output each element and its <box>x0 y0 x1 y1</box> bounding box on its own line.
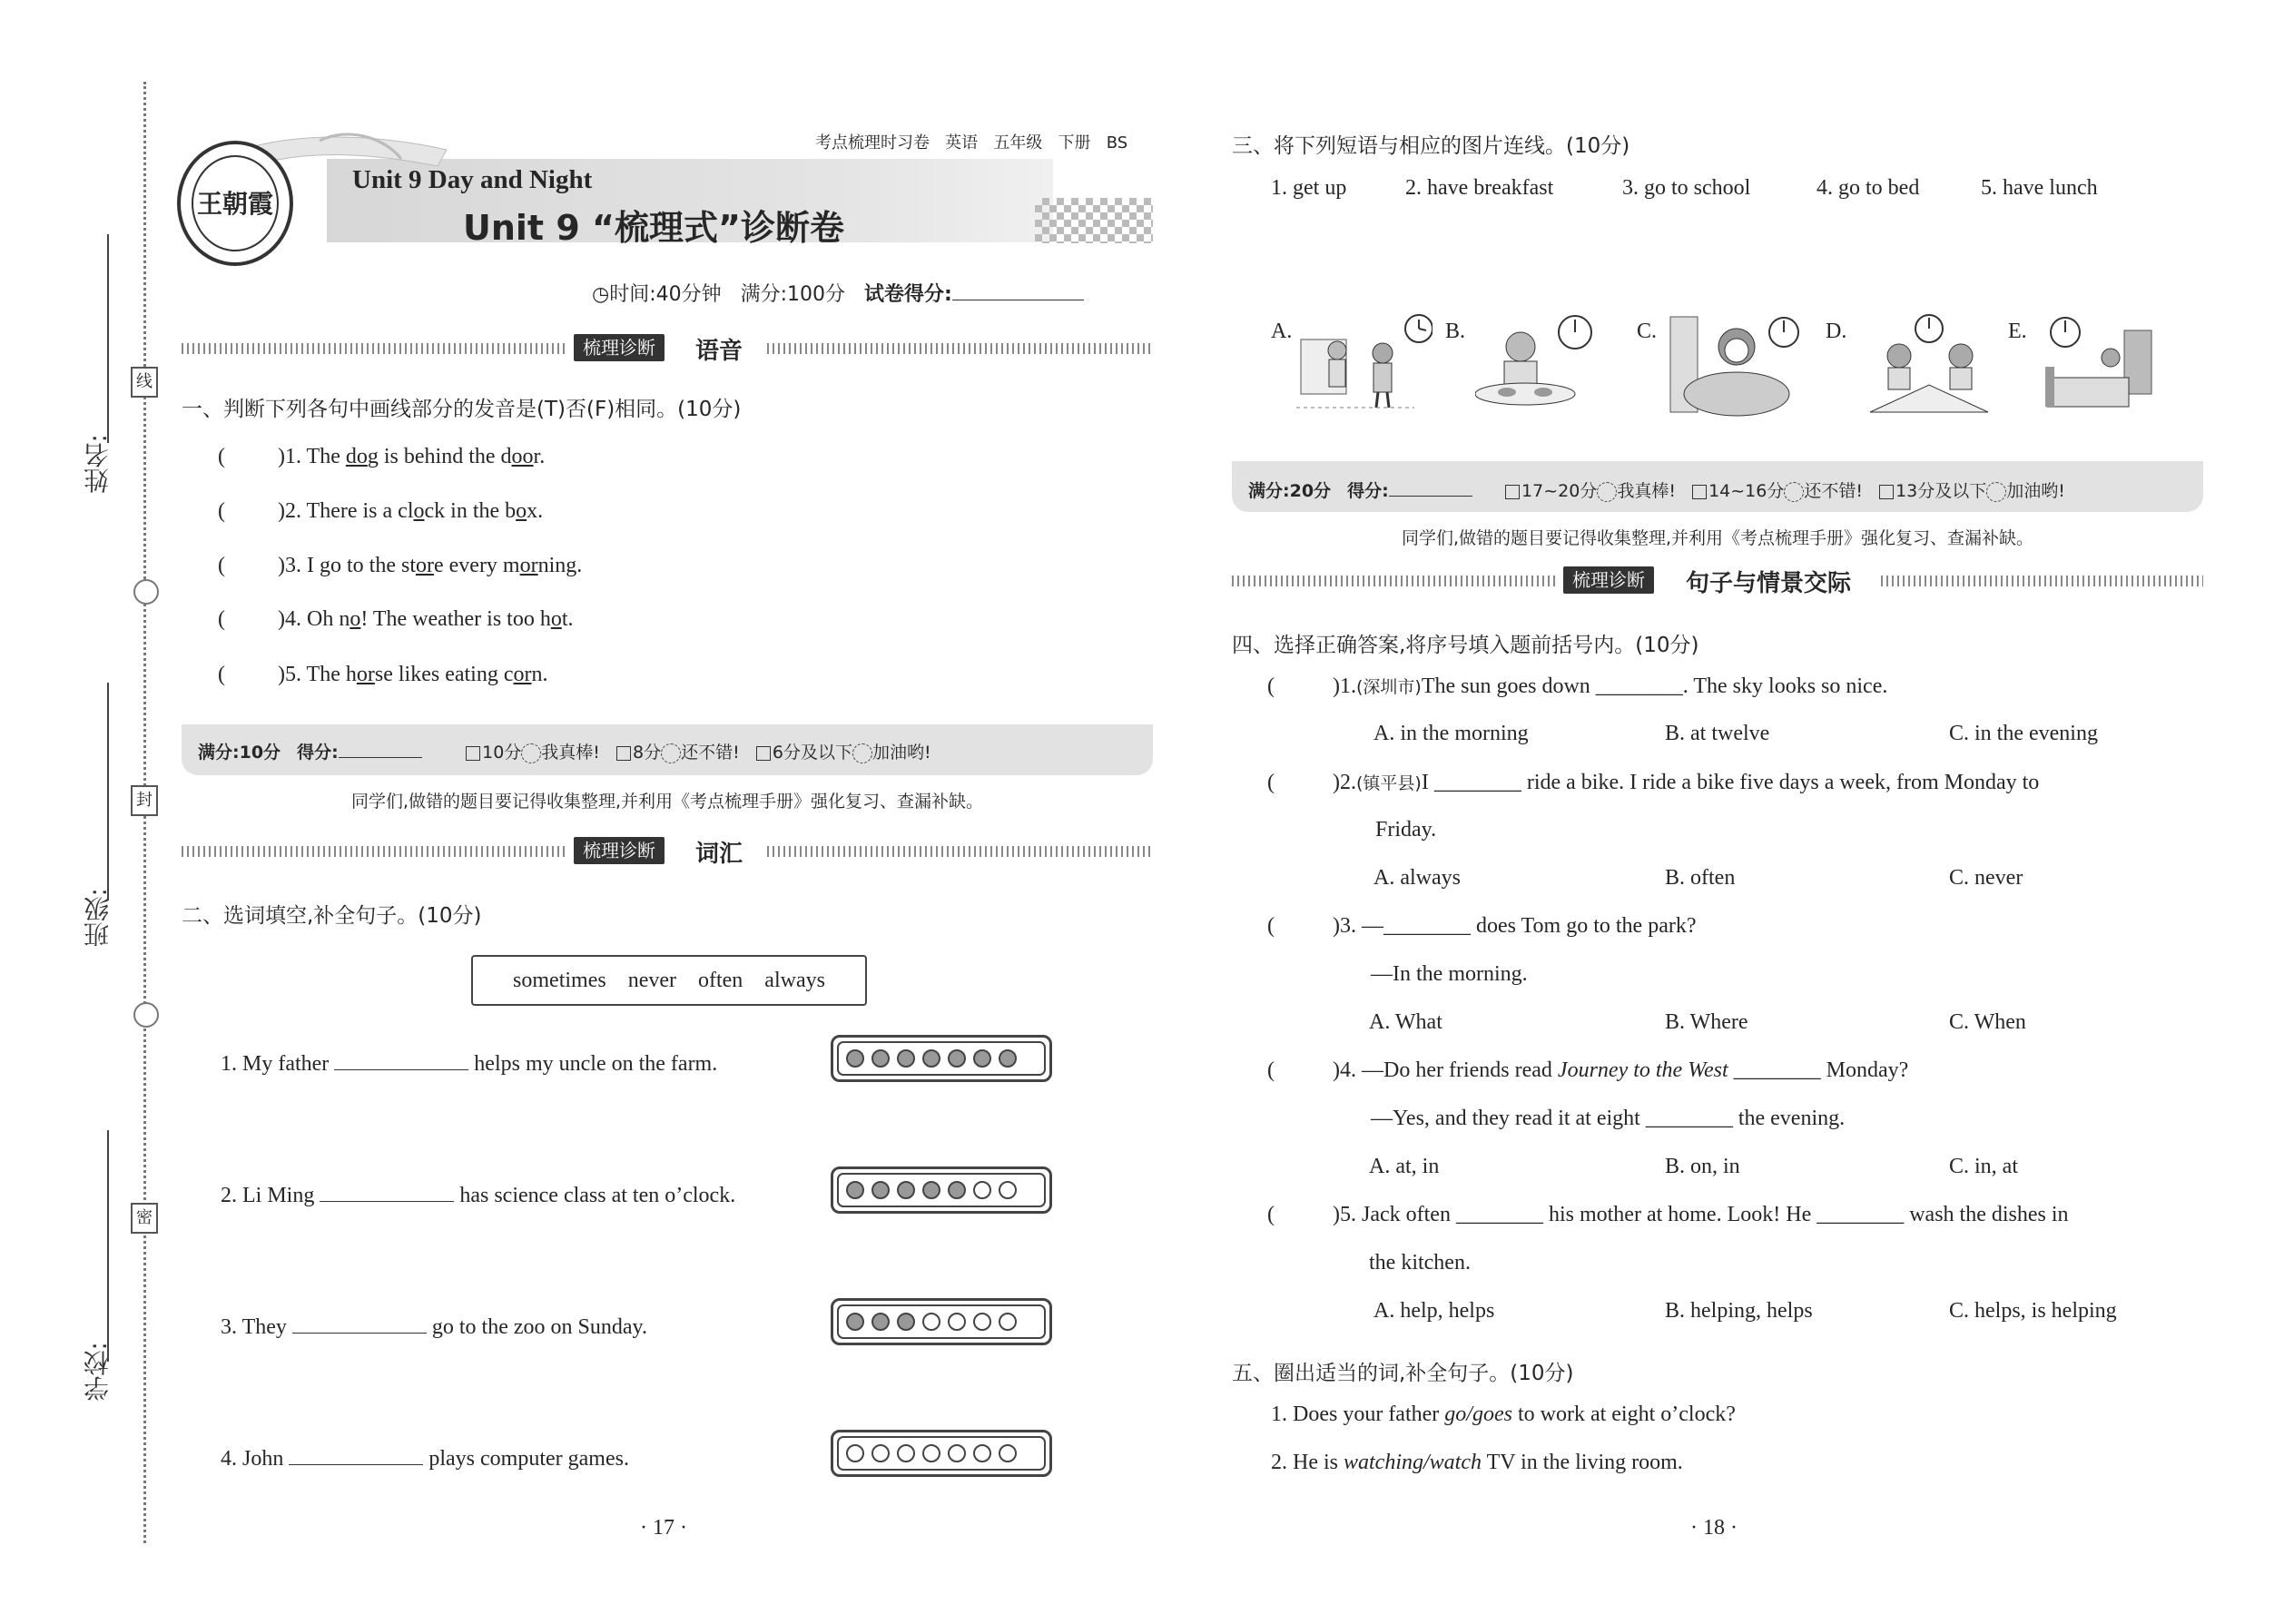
picture-go-to-bed-icon[interactable] <box>2038 312 2156 417</box>
binding-mark-mi: 密 <box>131 1203 158 1234</box>
fill-blank[interactable] <box>292 1314 427 1334</box>
phrase-3: 3. go to school <box>1622 176 1751 200</box>
question-2-heading: 二、选词填空,补全句子。(10分) <box>182 904 482 928</box>
mcq-4-cont: —Yes, and they read it at eight ________ the evening. <box>1371 1107 1846 1130</box>
name-label: 姓名: <box>83 434 113 494</box>
bead-empty-icon <box>922 1313 940 1331</box>
bead-empty-icon <box>922 1444 940 1462</box>
bead-empty-icon <box>999 1181 1017 1199</box>
mcq-4-option-a[interactable]: A. at, in <box>1369 1155 1440 1178</box>
bead-filled-icon <box>948 1181 966 1199</box>
mcq-3-option-a[interactable]: A. What <box>1369 1010 1442 1034</box>
bead-filled-icon <box>846 1181 864 1199</box>
phonetics-item-5: ( )5. The horse likes eating corn. <box>218 663 548 686</box>
logo-seal <box>177 141 293 266</box>
mcq-5-cont: the kitchen. <box>1369 1251 1471 1275</box>
vocab-item-1: 1. My father helps my uncle on the farm. <box>221 1052 718 1076</box>
smiley-icon <box>661 743 681 763</box>
bead-filled-icon <box>846 1313 864 1331</box>
mcq-3-option-c[interactable]: C. When <box>1949 1010 2026 1034</box>
phrase-1: 1. get up <box>1271 176 1347 200</box>
frequency-beads-icon <box>831 1298 1052 1345</box>
smiley-icon <box>1986 482 2006 502</box>
bead-empty-icon <box>999 1313 1017 1331</box>
picture-go-to-school-icon[interactable] <box>1296 312 1433 412</box>
mcq-3-cont: —In the morning. <box>1371 962 1528 986</box>
bead-filled-icon <box>922 1049 940 1068</box>
frequency-beads-icon <box>831 1166 1052 1214</box>
mcq-2-cont: Friday. <box>1375 818 1437 842</box>
score-blank[interactable] <box>1389 477 1472 497</box>
header-meta <box>815 130 1127 153</box>
paper-score-label: 试卷得分: <box>864 283 952 306</box>
bead-filled-icon <box>846 1049 864 1068</box>
picture-get-up-icon[interactable] <box>1666 312 1802 419</box>
checkbox[interactable] <box>1692 485 1707 499</box>
circle-item-1: 1. Does your father go/goes to work at eight o’clock? <box>1271 1403 1736 1426</box>
score-blank[interactable] <box>339 739 422 758</box>
clock-icon: ◷ <box>592 283 610 306</box>
subject: 英语 <box>945 133 979 153</box>
bead-empty-icon <box>973 1181 991 1199</box>
mcq-2: ( )2.(镇平县)I ________ ride a bike. I ride a bike five days a week, from Monday to <box>1267 771 2040 794</box>
bead-filled-icon <box>922 1181 940 1199</box>
binding-mark-xian: 线 <box>131 367 158 398</box>
checkbox[interactable] <box>756 746 771 761</box>
word-choice[interactable]: watching/watch <box>1344 1451 1482 1474</box>
fill-blank[interactable] <box>334 1051 468 1070</box>
phonetics-item-1: ( )1. The dog is behind the door. <box>218 445 546 468</box>
question-1-heading: 一、判断下列各句中画线部分的发音是(T)否(F)相同。(10分) <box>182 398 742 421</box>
vocab-item-3: 3. They go to the zoo on Sunday. <box>221 1315 647 1339</box>
review-note-3: 同学们,做错的题目要记得收集整理,并利用《考点梳理手册》强化复习、查漏补缺。 <box>1401 528 2034 548</box>
bead-empty-icon <box>948 1444 966 1462</box>
class-label: 班级: <box>83 888 113 948</box>
phrase-2: 2. have breakfast <box>1405 176 1554 200</box>
full-score-text: 满分:100分 <box>740 283 846 306</box>
bead-filled-icon <box>897 1181 915 1199</box>
vocab-item-4: 4. John plays computer games. <box>221 1447 629 1471</box>
divider-phonetics <box>182 332 1153 365</box>
picture-have-breakfast-icon[interactable] <box>1475 312 1602 412</box>
checkbox[interactable] <box>1505 485 1520 499</box>
circle-item-2: 2. He is watching/watch TV in the living room. <box>1271 1451 1683 1474</box>
checkbox[interactable] <box>466 746 480 761</box>
mcq-2-option-c[interactable]: C. never <box>1949 866 2023 890</box>
edition: BS <box>1106 133 1128 153</box>
phrase-5: 5. have lunch <box>1981 176 2098 200</box>
mcq-1-option-c[interactable]: C. in the evening <box>1949 722 2098 745</box>
mcq-4-option-c[interactable]: C. in, at <box>1949 1155 2018 1178</box>
bead-filled-icon <box>871 1049 890 1068</box>
mcq-5-option-a[interactable]: A. help, helps <box>1373 1299 1495 1323</box>
section-tag: 梳理诊断 <box>574 837 665 864</box>
logo-text: 王朝霞 <box>196 189 273 219</box>
phonetics-item-2: ( )2. There is a clock in the box. <box>218 499 544 523</box>
series-name: 考点梳理时习卷 <box>815 133 930 153</box>
bead-filled-icon <box>897 1313 915 1331</box>
picture-have-lunch-icon[interactable] <box>1861 312 1997 419</box>
picture-label-c: C. <box>1637 320 1658 343</box>
bead-filled-icon <box>897 1049 915 1068</box>
divider-sentences <box>1232 565 2203 597</box>
mcq-5-option-b[interactable]: B. helping, helps <box>1665 1299 1813 1323</box>
bead-empty-icon <box>999 1444 1017 1462</box>
question-5-heading: 五、圈出适当的词,补全句子。(10分) <box>1232 1362 1574 1385</box>
frequency-beads-icon <box>831 1035 1052 1082</box>
bead-empty-icon <box>973 1313 991 1331</box>
mcq-3-option-b[interactable]: B. Where <box>1665 1010 1748 1034</box>
knot-icon <box>133 579 159 605</box>
bead-filled-icon <box>999 1049 1017 1068</box>
time-text: 时间:40分钟 <box>609 283 722 306</box>
school-line <box>107 1130 109 1362</box>
checkbox[interactable] <box>616 746 631 761</box>
picture-label-b: B. <box>1445 320 1466 343</box>
bead-filled-icon <box>948 1049 966 1068</box>
smiley-icon <box>852 743 872 763</box>
bead-empty-icon <box>897 1444 915 1462</box>
bead-empty-icon <box>948 1313 966 1331</box>
frequency-beads-icon <box>831 1430 1052 1477</box>
class-line <box>107 683 109 901</box>
picture-label-d: D. <box>1826 320 1847 343</box>
section-title-sentences: 句子与情景交际 <box>1686 570 1852 597</box>
mcq-2-option-a[interactable]: A. always <box>1373 866 1461 890</box>
school-label: 学校: <box>83 1342 113 1402</box>
bead-empty-icon <box>846 1444 864 1462</box>
score-bar-1: 满分:10分 得分: 10分 我真棒! 8分 还不错! 6分及以下 加油哟! <box>182 724 1153 775</box>
checkbox[interactable] <box>1879 485 1894 499</box>
banner-checker-pattern <box>1035 198 1153 243</box>
question-4-heading: 四、选择正确答案,将序号填入题前括号内。(10分) <box>1232 634 1699 657</box>
picture-label-e: E. <box>2008 320 2027 343</box>
review-note-1: 同学们,做错的题目要记得收集整理,并利用《考点梳理手册》强化复习、查漏补缺。 <box>350 792 984 812</box>
question-3-heading: 三、将下列短语与相应的图片连线。(10分) <box>1232 134 1630 158</box>
smiley-icon <box>1597 482 1617 502</box>
page-number-18: · 18 · <box>1690 1516 1738 1540</box>
mcq-5: ( )5. Jack often ________ his mother at home. Look! He ________ wash the dishes in <box>1267 1203 2069 1226</box>
binding-mark-feng: 封 <box>131 785 158 816</box>
mcq-1-option-a[interactable]: A. in the morning <box>1373 722 1529 745</box>
bead-filled-icon <box>871 1313 890 1331</box>
mcq-1: ( )1.(深圳市)The sun goes down ________. The sky looks so nice. <box>1267 674 1888 698</box>
grade: 五年级 <box>993 133 1043 153</box>
mcq-4-option-b[interactable]: B. on, in <box>1665 1155 1740 1178</box>
mcq-1-option-b[interactable]: B. at twelve <box>1665 722 1770 745</box>
phonetics-item-4: ( )4. Oh no! The weather is too hot. <box>218 607 574 631</box>
divider-vocabulary <box>182 835 1153 868</box>
smiley-icon <box>1784 482 1804 502</box>
vocab-item-2: 2. Li Ming has science class at ten o’clock. <box>221 1184 736 1207</box>
bead-empty-icon <box>973 1444 991 1462</box>
bead-filled-icon <box>973 1049 991 1068</box>
score-bar-3: 满分:20分 得分: 17~20分 我真棒! 14~16分 还不错! 13分及以下 加油哟! <box>1232 461 2203 512</box>
fill-blank[interactable] <box>289 1446 423 1465</box>
phonetics-item-3: ( )3. I go to the store every morning. <box>218 554 583 577</box>
section-title-phonetics: 语音 <box>695 338 743 365</box>
term: 下册 <box>1058 133 1091 153</box>
smiley-icon <box>521 743 541 763</box>
mcq-5-option-c[interactable]: C. helps, is helping <box>1949 1299 2117 1323</box>
mcq-2-option-b[interactable]: B. often <box>1665 866 1736 890</box>
paper-score-blank[interactable] <box>952 281 1084 300</box>
knot-icon <box>133 1002 159 1028</box>
section-tag: 梳理诊断 <box>1563 566 1654 594</box>
page-number-17: · 17 · <box>640 1516 687 1540</box>
mcq-3: ( )3. —________ does Tom go to the park? <box>1267 914 1697 938</box>
time-info <box>592 279 1084 307</box>
section-tag: 梳理诊断 <box>574 334 665 361</box>
word-bank: sometimes never often always <box>471 955 867 1006</box>
fill-blank[interactable] <box>320 1183 454 1202</box>
bead-empty-icon <box>871 1444 890 1462</box>
unit-title-en: Unit 9 Day and Night <box>352 165 593 194</box>
picture-label-a: A. <box>1271 320 1293 343</box>
word-choice[interactable]: go/goes <box>1444 1403 1512 1426</box>
name-line <box>107 234 109 443</box>
page-title: Unit 9 “梳理式”诊断卷 <box>463 208 844 248</box>
mcq-4: ( )4. —Do her friends read Journey to the West ________ Monday? <box>1267 1058 1909 1082</box>
section-title-vocabulary: 词汇 <box>695 841 743 868</box>
phrase-4: 4. go to bed <box>1816 176 1920 200</box>
bead-filled-icon <box>871 1181 890 1199</box>
